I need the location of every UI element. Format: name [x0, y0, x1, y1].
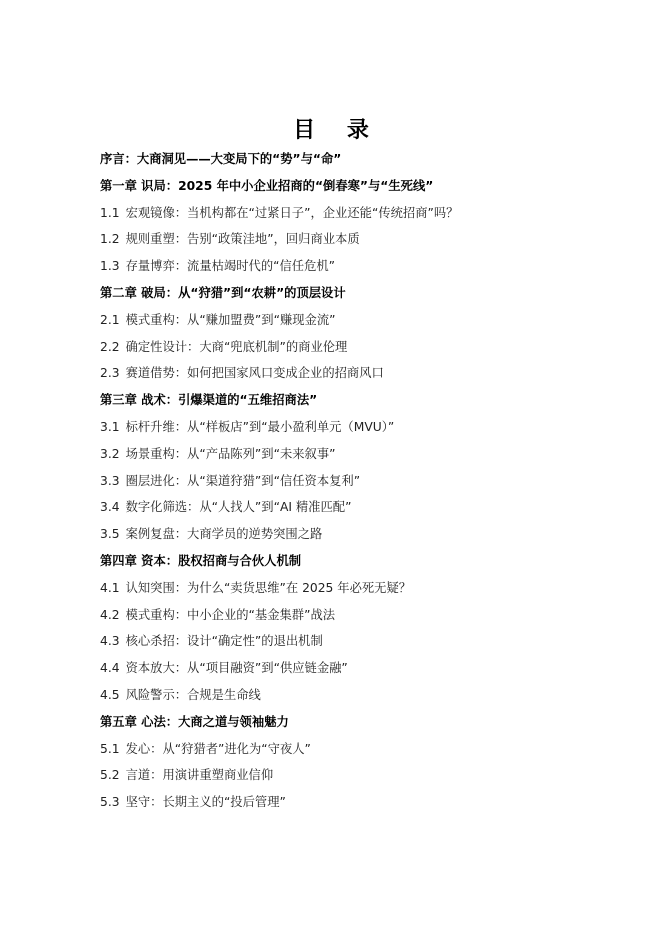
page-title: 目 录 — [293, 118, 381, 143]
toc-section-number: 1.2 — [100, 232, 120, 247]
toc-section-title: 场景重构：从“产品陈列”到“未来叙事” — [125, 446, 336, 461]
toc-section-number: 4.3 — [100, 634, 120, 649]
toc-section-entry — [100, 686, 261, 704]
toc-chapter-heading: 第四章 资本：股权招商与合伙人机制 — [100, 554, 302, 568]
toc-section-number: 3.2 — [100, 446, 120, 461]
toc-section-entry — [100, 445, 336, 463]
toc-section-entry — [100, 579, 411, 597]
toc-chapter-heading: 第三章 战术：引爆渠道的“五维招商法” — [100, 393, 318, 408]
toc-section-title: 言道：用演讲重塑商业信仰 — [125, 768, 274, 783]
toc-section-title: 标杆升维：从“样板店”到“最小盈利单元（MVU）” — [125, 420, 395, 434]
toc-section-number: 4.1 — [100, 580, 120, 595]
toc-section-entry — [100, 766, 273, 784]
toc-section-title: 宏观镜像：当机构都在“过紧日子”，企业还能“传统招商”吗？ — [125, 205, 459, 220]
toc-section-entry — [100, 606, 335, 624]
toc-section-entry — [100, 472, 360, 490]
toc-section-title: 规则重塑：告别“政策洼地”，回归商业本质 — [125, 232, 360, 247]
toc-section-title: 发心：从“狩猎者”进化为“守夜人” — [125, 741, 311, 756]
toc-section-number: 3.4 — [100, 500, 120, 515]
toc-section-number: 1.3 — [100, 259, 120, 274]
toc-section-entry — [100, 632, 323, 650]
toc-section-title: 存量博弈：流量枯竭时代的“信任危机” — [125, 259, 336, 274]
toc-section-entry — [100, 311, 336, 329]
toc-section-title: 坚守：长期主义的“投后管理” — [125, 795, 286, 810]
toc-section-number: 2.2 — [100, 339, 120, 354]
toc-section-entry — [100, 230, 360, 248]
toc-section-number: 3.5 — [100, 527, 120, 542]
toc-section-number: 3.1 — [100, 420, 120, 434]
toc-section-title: 资本放大：从“项目融资”到“供应链金融” — [125, 661, 348, 676]
toc-section-entry — [100, 418, 394, 436]
toc-section-number: 2.3 — [100, 366, 120, 381]
toc-section-number: 4.4 — [100, 661, 120, 676]
toc-section-title: 案例复盘：大商学员的逆势突围之路 — [125, 527, 323, 542]
toc-section-title: 赛道借势：如何把国家风口变成企业的招商风口 — [125, 366, 384, 381]
toc-section-entry — [100, 659, 348, 677]
toc-section-number: 5.3 — [100, 795, 120, 810]
toc-section-title: 圈层进化：从“渠道狩猎”到“信任资本复利” — [125, 473, 361, 488]
toc-chapter-heading: 第一章 识局：2025 年中小企业招商的“倒春寒”与“生死线” — [100, 178, 434, 193]
toc-section-number: 5.2 — [100, 768, 120, 783]
toc-section-title: 核心杀招：设计“确定性”的退出机制 — [125, 634, 323, 649]
toc-section-title: 模式重构：中小企业的“基金集群”战法 — [125, 607, 336, 622]
toc-section-entry — [100, 364, 384, 382]
toc-section-title: 确定性设计：大商“兜底机制”的商业伦理 — [125, 339, 348, 354]
toc-section-number: 1.1 — [100, 205, 120, 220]
toc-section-entry — [100, 793, 286, 811]
toc-section-title: 风险警示：合规是生命线 — [125, 688, 261, 702]
toc-section-number: 4.2 — [100, 607, 120, 622]
toc-chapter-heading: 第五章 心法：大商之道与领袖魅力 — [100, 714, 289, 729]
toc-section-entry — [100, 257, 335, 275]
toc-section-title: 数字化筛选：从“人找人”到“AI 精准匹配” — [125, 500, 352, 515]
toc-section-number: 3.3 — [100, 473, 120, 488]
toc-section-title: 模式重构：从“赚加盟费”到“赚现金流” — [125, 312, 336, 327]
toc-section-title: 认知突围：为什么“卖货思维”在 2025 年必死无疑？ — [125, 580, 412, 595]
toc-section-entry — [100, 525, 322, 543]
toc-section-number: 4.5 — [100, 688, 120, 702]
toc-section-entry — [100, 204, 458, 222]
toc-chapter-heading: 第二章 破局：从“狩猎”到“农耕”的顶层设计 — [100, 286, 346, 300]
toc-section-entry — [100, 498, 351, 516]
toc-section-entry — [100, 740, 311, 758]
toc-section-entry — [100, 338, 347, 356]
toc-chapter-heading: 序言：大商洞见——大变局下的“势”与“命” — [100, 152, 342, 166]
toc-section-number: 5.1 — [100, 741, 120, 756]
toc-section-number: 2.1 — [100, 312, 120, 327]
